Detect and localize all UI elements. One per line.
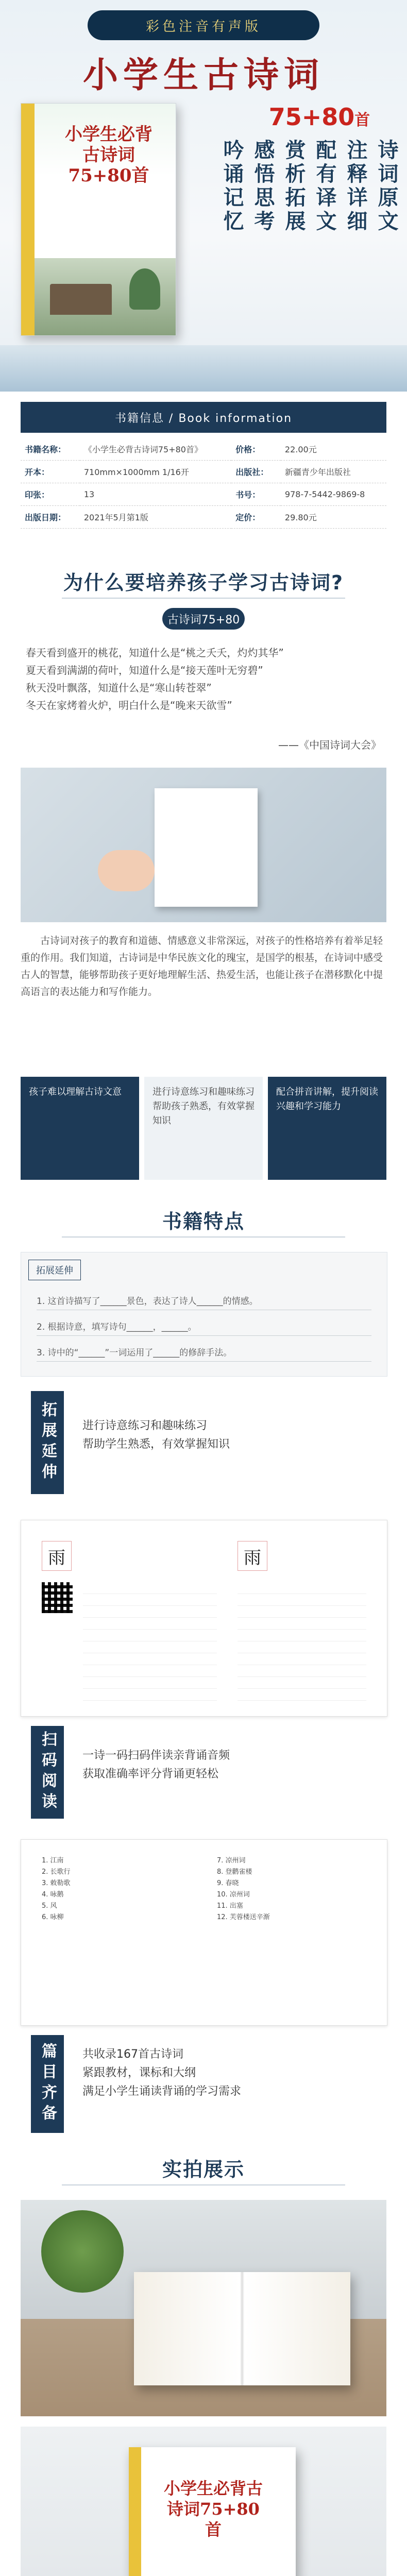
desc-line: 满足小学生诵读背诵的学习需求 [82,2085,242,2098]
poem-count-unit: 首 [354,111,370,129]
why-line: 秋天没叶飘落，知道什么是“寒山转苍翠” [26,682,212,694]
desc-line: 获取准确率评分背诵更轻松 [82,1768,219,1781]
hero-title: 小学生古诗词 [82,55,324,96]
desc-line: 进行诗意练习和趣味练习 [82,1419,208,1432]
photo-book-open [21,2200,386,2416]
cover-title: 小学生必背古诗词75+80首 [65,124,152,186]
toc-item: 5. 风 [42,1902,57,1910]
reading-photo [21,768,386,922]
toc-page [21,1839,387,2026]
info-key: 书籍名称： [21,438,80,461]
info-value: 22.00元 [281,438,386,461]
info-value: 13 [80,483,231,506]
gallery-section [0,2148,407,2576]
info-key: 印张： [21,483,80,506]
hero-water [0,345,407,392]
char-cell: 雨 [42,1541,72,1571]
exercise-line: 2. 根据诗意，填写诗句______，______。 [37,1319,371,1336]
why-section [0,562,407,1195]
info-value: 710mm×1000mm 1/16开 [80,461,231,483]
exercise-card [21,1252,387,1377]
info-row [21,506,386,529]
tag-scan: 扫码阅读 [31,1726,64,1819]
poem-count [252,103,386,131]
toc-column [217,1855,371,1923]
plant [41,2210,124,2293]
toc-item: 7. 凉州词 [217,1857,246,1865]
info-value: 2021年5月第1版 [80,506,231,529]
info-value: 29.80元 [281,506,386,529]
desc-line: 紧跟教材，课标和大纲 [82,2066,196,2079]
info-key: 出版社： [231,461,281,483]
why-line: 冬天在家烤着火炉，明白什么是“晚来天欲雪” [26,699,232,711]
why-line: 夏天看到满湖的荷叶，知道什么是“接天莲叶无穷碧” [26,664,263,676]
desc-line: 共收录167首古诗词 [82,2048,183,2061]
exercise-card-head: 拓展延伸 [28,1260,81,1280]
feature-translation: 配有译文 [313,139,337,234]
book-info [0,397,407,551]
why-lines [26,644,381,714]
char-cell: 雨 [238,1541,267,1571]
features-title: 书籍特点 [162,1210,245,1233]
feature-reflection: 感悟思考 [251,139,275,234]
desc-extension [82,1417,371,1454]
desc-complete [82,2045,371,2101]
toc-item: 11. 出塞 [217,1902,243,1910]
info-value: 978-7-5442-9869-8 [281,483,386,506]
feature-columns [216,139,402,335]
why-pill: 古诗词75+80 [162,608,245,630]
gallery-divider [62,2184,345,2185]
toc-column [42,1855,196,1923]
feature-notes: 注释详细 [344,139,368,234]
info-row [21,461,386,483]
desc-line: 帮助学生熟悉，有效掌握知识 [82,1438,230,1451]
text-lines [83,1582,217,1701]
why-box: 孩子难以理解古诗文意 [21,1077,139,1180]
gallery-title: 实拍展示 [162,2158,245,2181]
poem-page [21,1520,387,1717]
why-box: 配合拼音讲解，提升阅读兴趣和学习能力 [268,1077,386,1180]
info-key: 开本： [21,461,80,483]
toc-item: 1. 江南 [42,1857,64,1865]
poem-count-number: 75+80 [268,103,355,131]
open-book [134,2272,350,2385]
info-value: 新疆青少年出版社 [281,461,386,483]
info-row [21,483,386,506]
toc-item: 12. 芙蓉楼送辛渐 [217,1913,270,1921]
toc-item: 10. 凉州词 [217,1891,250,1899]
qr-code-icon[interactable] [42,1582,73,1613]
why-paragraph: 古诗词对孩子的教育和道德、情感意义非常深远，对孩子的性格培养有着举足轻重的作用。我们知道，古诗词是中华民族文化的瑰宝，是国学的根基，在诗词中感受古人的智慧，能够帮助孩子更好地理解生活、热爱生活，也能让孩子在潜移默化中提高语言的表达能力和写作能力。 [21,935,383,997]
why-boxes [21,1077,386,1180]
photo-hand [98,850,155,891]
exercise-line: 3. 诗中的“______”一词运用了______的修辞手法。 [37,1345,371,1362]
info-value: 《小学生必背古诗词75+80首》 [80,438,231,461]
photo-cover [21,2427,386,2576]
exercise-line: 1. 这首诗描写了______景色，表达了诗人______的情感。 [37,1294,371,1310]
book-cover [21,103,176,336]
tag-extension: 拓展延伸 [31,1391,64,1494]
photo-book-title: 小学生必背古诗词75+80首 [163,2479,263,2539]
info-key: 定价： [231,506,281,529]
feature-appreciation: 赏析拓展 [282,139,306,234]
feature-recitation: 吟诵记忆 [220,139,244,234]
toc-item: 3. 敕勒歌 [42,1879,71,1887]
toc-item: 2. 长歌行 [42,1868,71,1876]
hero-banner [0,0,407,392]
desc-line: 一诗一码扫码伴读亲背诵音频 [82,1749,230,1762]
text-lines [238,1582,366,1701]
info-key: 出版日期： [21,506,80,529]
edition-badge: 彩色注音有声版 [88,10,319,40]
toc-item: 4. 咏鹅 [42,1891,64,1899]
tag-complete: 篇目齐备 [31,2035,64,2133]
book-front [129,2447,296,2576]
photo-book [155,788,258,907]
why-title: 为什么要培养孩子学习古诗词? [63,571,344,594]
features-section [0,1200,407,2143]
info-key: 书号： [231,483,281,506]
desc-scan [82,1747,371,1784]
cover-illustration [35,258,176,335]
toc-item: 6. 咏柳 [42,1913,64,1921]
why-source: ——《中国诗词大会》 [278,739,381,751]
why-line: 春天看到盛开的桃花，知道什么是“桃之夭夭，灼灼其华” [26,647,284,659]
toc-item: 9. 春晓 [217,1879,239,1887]
why-box: 进行诗意练习和趣味练习帮助孩子熟悉，有效掌握知识 [144,1077,263,1180]
features-divider [62,1236,345,1238]
info-table [21,438,386,529]
toc-item: 8. 登鹳雀楼 [217,1868,252,1876]
info-header: 书籍信息 / Book information [21,402,386,433]
book-spine [21,104,35,335]
why-divider [62,598,345,599]
info-row [21,438,386,461]
feature-original: 诗词原文 [375,139,399,234]
info-key: 价格： [231,438,281,461]
